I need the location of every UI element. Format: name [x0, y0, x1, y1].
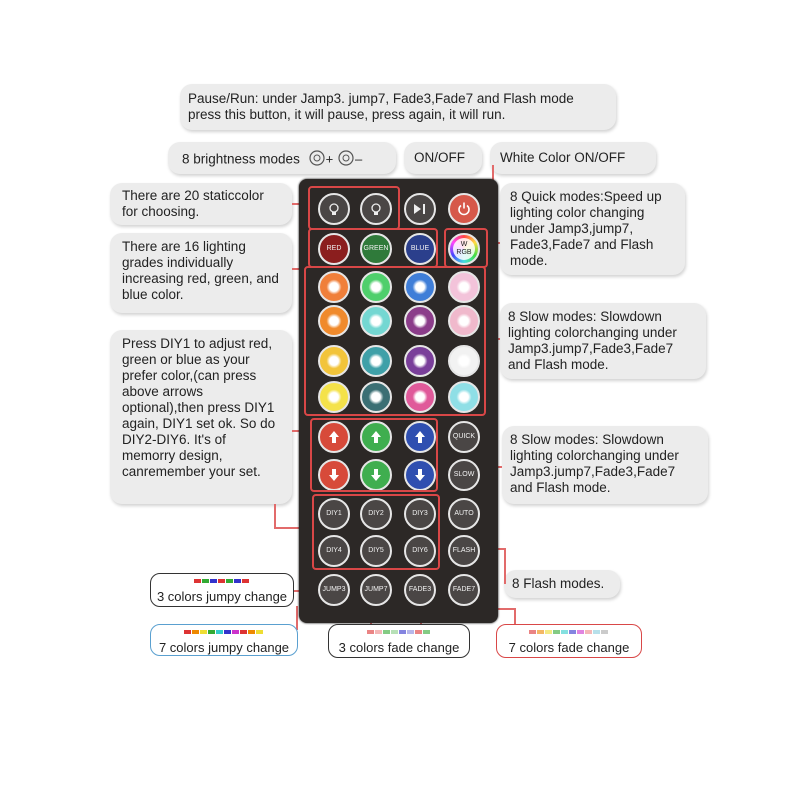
blue-button[interactable]: BLUE [404, 233, 436, 265]
diy4-button[interactable]: DIY4 [318, 535, 350, 567]
diy6-button[interactable]: DIY6 [404, 535, 436, 567]
diy2-button[interactable]: DIY2 [360, 498, 392, 530]
brightness-down-icon [337, 149, 355, 171]
on-off-callout: ON/OFF [404, 142, 482, 174]
jump7-button[interactable]: JUMP7 [360, 574, 392, 606]
diy-frame [312, 494, 440, 570]
brightness-frame [308, 186, 400, 230]
pause-run-button[interactable] [404, 193, 436, 225]
play-pause-icon [413, 203, 427, 215]
auto-button[interactable]: AUTO [448, 498, 480, 530]
lighting-grades-callout: There are 16 lighting grades individually increasing red, green, and blue color. [110, 233, 292, 313]
quick-modes-callout: 8 Quick modes:Speed up lighting color changing under Jamp3,jump7, Fade3,Fade7 and Flash mode. [500, 183, 685, 275]
red-button[interactable]: RED [318, 233, 350, 265]
color-swatches [151, 630, 297, 636]
diy-callout: Press DIY1 to adjust red, green or blue as your prefer color,(can press above arrows optional),then press DIY1 again, DIY1 set ok. So do DIY2-DIY6. It's of memorry design, canremember your set. [110, 330, 292, 504]
green-button[interactable]: GREEN [360, 233, 392, 265]
slow-button[interactable]: SLOW [448, 459, 480, 491]
color-swatches [329, 630, 469, 636]
color-swatches [497, 630, 641, 636]
diy3-button[interactable]: DIY3 [404, 498, 436, 530]
slow-modes-callout-2: 8 Slow modes: Slowdown lighting colorchanging under Jamp3.jump7,Fade3,Fade7 and Flash mode. [502, 426, 708, 504]
pause-run-callout: Pause/Run: under Jamp3. jump7, Fade3,Fade7 and Flash mode press this button, it will pause, press again, it will run. [180, 84, 616, 130]
jump3-note: 3 colors jumpy change [150, 573, 294, 607]
power-button[interactable] [448, 193, 480, 225]
flash-button[interactable]: FLASH [448, 535, 480, 567]
connector-line [504, 548, 506, 584]
brightness-callout: 8 brightness modes + – [168, 142, 396, 174]
diy5-button[interactable]: DIY5 [360, 535, 392, 567]
connector-line [296, 606, 298, 630]
jump7-note: 7 colors jumpy change [150, 624, 298, 656]
fade7-note: 7 colors fade change [496, 624, 642, 658]
flash-modes-callout: 8 Flash modes. [504, 570, 620, 598]
static-colors-callout: There are 20 staticcolor for choosing. [110, 183, 292, 225]
connector-line [274, 504, 276, 528]
white-rgb-button[interactable]: W RGB [448, 233, 480, 265]
fade3-note: 3 colors fade change [328, 624, 470, 658]
power-icon [457, 202, 471, 216]
color-swatches [151, 579, 293, 585]
color-grid-frame [304, 266, 486, 416]
jump3-button[interactable]: JUMP3 [318, 574, 350, 606]
slow-modes-callout-1: 8 Slow modes: Slowdown lighting colorchanging under Jamp3.jump7,Fade3,Fade7 and Flash mode. [500, 303, 706, 379]
white-color-callout: White Color ON/OFF [490, 142, 656, 174]
diy1-button[interactable]: DIY1 [318, 498, 350, 530]
fade7-button[interactable]: FADE7 [448, 574, 480, 606]
arrow-frame [310, 418, 438, 492]
white-rgb-frame [444, 228, 488, 268]
fade3-button[interactable]: FADE3 [404, 574, 436, 606]
rgb-frame [308, 228, 438, 268]
brightness-up-icon [308, 149, 326, 171]
quick-button[interactable]: QUICK [448, 421, 480, 453]
